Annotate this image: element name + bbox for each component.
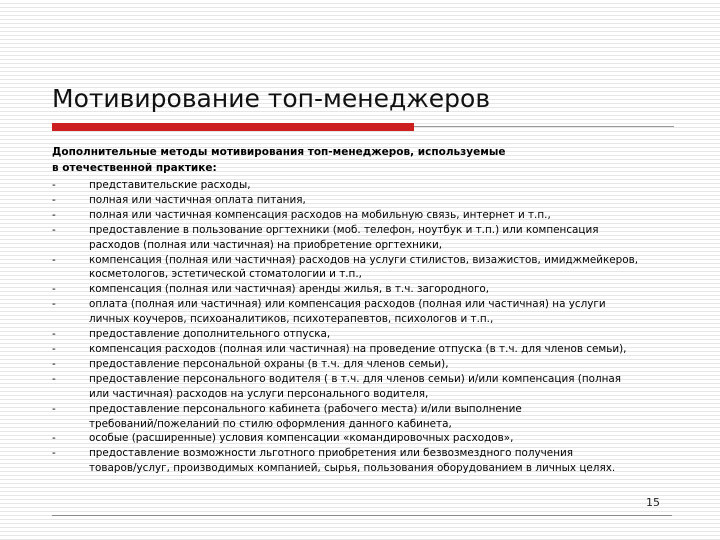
list-item-text: оплата (полная или частичная) или компенсация расходов (полная или частичная) на услуги [89,298,606,311]
title-accent-bar [52,123,414,131]
footer-divider-line [52,515,672,516]
list-item [52,431,672,446]
list-item-text: предоставление дополнительного отпуска, [89,328,331,341]
list-item-text: требований/пожеланий по стилю оформления данного кабинета, [89,417,452,430]
list-item [52,446,672,476]
list-item-text: полная или частичная компенсация расходов на мобильную связь, интернет и т.п., [89,208,551,221]
bullet-dash: - [52,402,56,415]
list-item [52,193,672,208]
list-item [52,372,672,402]
list-item [52,297,672,327]
intro-line: Дополнительные методы мотивирования топ-менеджеров, используемые [52,146,506,158]
bullet-dash: - [52,283,56,296]
title-divider-line [414,126,674,127]
list-item-text: полная или частичная оплата питания, [89,193,306,206]
bullet-dash: - [52,193,56,206]
list-item-text: компенсация (полная или частичная) аренды жилья, в т.ч. загородного, [89,283,490,296]
list-item-text: предоставление персональной охраны (в т.ч. для членов семьи), [89,357,449,370]
list-item-text: компенсация (полная или частичная) расходов на услуги стилистов, визажистов, имиджмейкеров, [89,253,639,266]
slide-title: Мотивирование топ-менеджеров [52,84,491,113]
methods-list [52,178,672,476]
bullet-dash: - [52,447,56,460]
list-item-text: предоставление персонального кабинета (рабочего места) и/или выполнение [89,402,522,415]
bullet-dash: - [52,357,56,370]
bullet-dash: - [52,328,56,341]
list-item-text: косметологов, эстетической стоматологии и т.п., [89,268,362,281]
list-item-text: особые (расширенные) условия компенсации «командировочных расходов», [89,432,514,445]
intro-line: в отечественной практике: [52,162,217,174]
list-item-text: предоставление возможности льготного приобретения или безвозмездного получения [89,447,573,460]
bullet-dash: - [52,223,56,236]
list-item-text: представительские расходы, [89,179,251,191]
bullet-dash: - [52,253,56,266]
bullet-dash: - [52,179,56,191]
list-item-text: предоставление в пользование оргтехники (моб. телефон, ноутбук и т.п.) или компенсация [89,223,599,236]
list-item [52,357,672,372]
list-item-text: расходов (полная или частичная) на приобретение оргтехники, [89,238,443,251]
list-item [52,342,672,357]
list-item-text: личных коучеров, психоаналитиков, психотерапевтов, психологов и т.п., [89,313,494,326]
bullet-dash: - [52,342,56,355]
bullet-dash: - [52,372,56,385]
list-item [52,282,672,297]
bullet-dash: - [52,298,56,311]
list-item-text: или частичная) расходов на услуги персонального водителя, [89,387,429,400]
list-item [52,223,672,253]
bullet-dash: - [52,432,56,445]
list-item [52,327,672,342]
list-item-text: компенсация расходов (полная или частичная) на проведение отпуска (в т.ч. для членов семьи), [89,342,627,355]
list-item [52,208,672,223]
intro-text [52,144,652,176]
list-item [52,178,672,193]
list-item [52,402,672,432]
list-item [52,253,672,283]
list-item-text: предоставление персонального водителя ( в т.ч. для членов семьи) и/или компенсация (полная [89,372,622,385]
bullet-dash: - [52,208,56,221]
list-item-text: товаров/услуг, производимых компанией, сырья, пользования оборудованием в личных целях. [89,462,616,475]
page-number: 15 [646,496,660,509]
